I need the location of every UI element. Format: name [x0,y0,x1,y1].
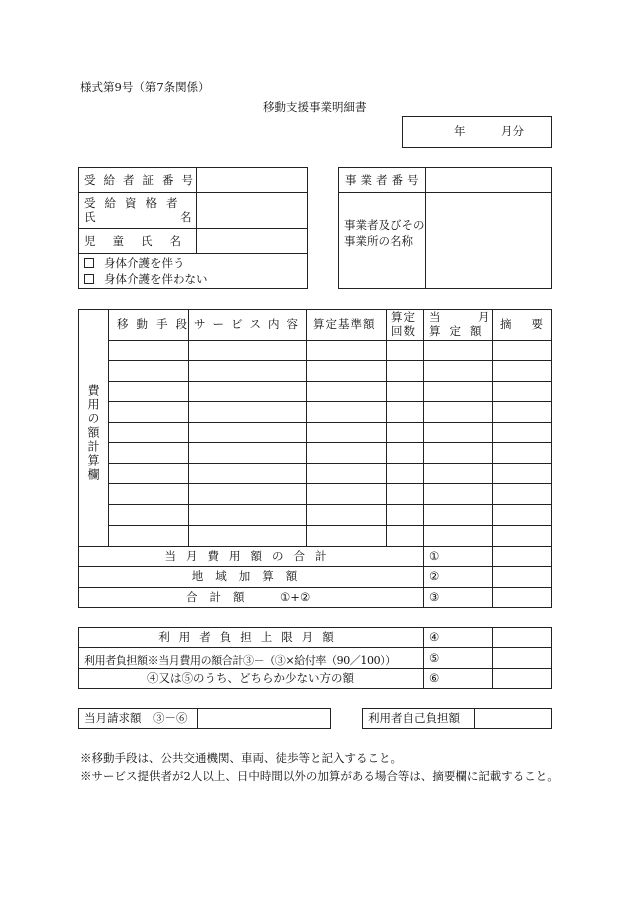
checkbox[interactable] [84,258,94,268]
summary-amount-fields[interactable] [493,547,551,607]
col-header-month-1b: 月 [478,310,490,324]
sum-region-label: 地域加算額 [191,569,310,583]
col-header-means: 移動手段 [117,317,195,331]
mark-4: ④ [429,630,440,644]
mark-5: ⑤ [429,651,440,665]
sum-month-label: 当月費用額の合計 [164,549,337,563]
claim-amount-field[interactable] [198,709,330,728]
mark-2: ② [429,569,440,583]
calc-entry-rows[interactable] [109,341,551,545]
claim-label: 当月請求額 ③－⑥ [84,711,188,725]
provider-number-label: 事業者番号 [345,173,423,187]
col-header-base: 算定基準額 [313,317,376,331]
divider [78,647,552,648]
sum-total-label: 合計額 [186,590,257,604]
provider-name-field[interactable] [427,193,551,288]
qualified-name-label-b: 名 [180,210,192,224]
mark-3: ③ [429,590,440,604]
burden-row1-label: 利用者負担上限月額 [158,630,343,644]
mark-6: ⑥ [429,671,440,685]
note-2: ※サービス提供者が2人以上、日中時間以外の加算がある場合等は、摘要欄に記載すること。 [80,769,559,783]
month-label: 月分 [501,124,524,138]
col-header-note: 摘要 [500,317,563,331]
qualified-name-label-a: 氏 [84,210,96,224]
mark-1: ① [429,549,440,563]
self-burden-label: 利用者自己負担額 [368,711,460,725]
sum-total-formula: ①+② [280,590,311,604]
burden-row3-label: ④又は⑤のうち、どちらか少ない方の額 [147,671,354,685]
self-burden-field[interactable] [475,709,551,728]
qualified-name-field[interactable] [198,193,306,227]
divider [423,627,424,689]
form-id: 様式第9号（第7条関係） [80,80,210,94]
col-header-count-2: 回数 [391,324,416,338]
provider-name-label: 事業者及びその事業所の名称 [344,218,425,248]
child-name-label: 児童氏名 [84,234,198,248]
divider [78,566,552,567]
date-box[interactable] [402,116,552,148]
page-title: 移動支援事業明細書 [263,100,367,114]
divider [78,668,552,669]
option-with-care[interactable]: 身体介護を伴う [84,257,185,271]
provider-number-field[interactable] [427,168,551,191]
child-name-field[interactable] [198,229,306,252]
year-label: 年 [454,124,466,138]
col-header-month-1a: 当 [429,310,441,324]
divider [78,546,552,547]
calc-side-label: 費用の額計算欄 [86,384,100,482]
col-header-month-2: 算定額 [429,324,491,338]
divider [78,253,308,254]
checkbox[interactable] [84,274,94,284]
note-1: ※移動手段は、公共交通機関、車両、徒歩等と記入すること。 [80,751,402,765]
cert-no-label: 受給者証番号 [84,173,201,187]
qualified-name-label: 受給資格者 [84,196,187,210]
col-header-service: サービス内容 [194,317,305,331]
divider [78,587,552,588]
burden-row2-label: 利用者負担額※当月費用の額合計③－（③×給付率（90／100）） [84,654,396,667]
col-header-count-1: 算定 [391,310,416,324]
option-without-care[interactable]: 身体介護を伴わない [84,273,208,287]
cert-no-field[interactable] [198,168,306,191]
burden-amount-fields[interactable] [493,628,551,688]
